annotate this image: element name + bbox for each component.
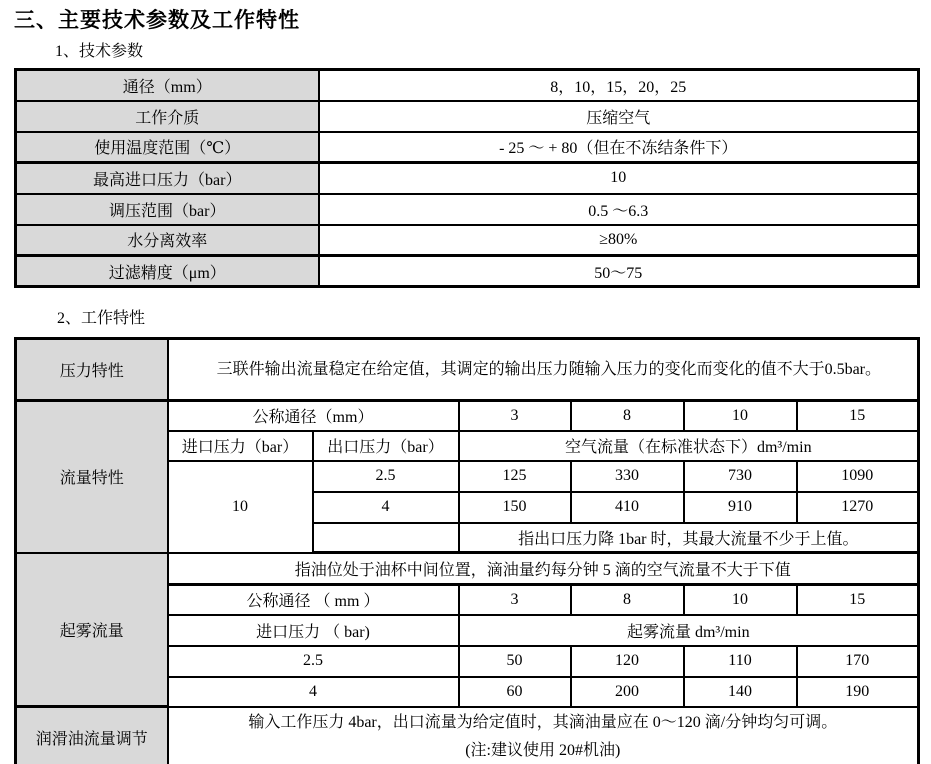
flow-value: 330 [571,461,684,492]
table-row [16,194,919,225]
group-label-pressure: 压力特性 [16,339,168,401]
fog-value: 170 [797,646,919,677]
empty-cell [313,523,459,553]
param-label: 过滤精度（μm） [16,256,319,287]
section-2-heading: 2、工作特性 [57,310,146,327]
param-value: 10 [319,163,919,194]
fog-flow-label: 起雾流量 dm³/min [459,615,919,646]
fog-dia-value: 15 [797,585,919,615]
param-value: ≥80% [319,225,919,256]
param-label: 水分离效率 [16,225,319,256]
table-row [16,163,919,194]
flow-note: 指出口压力降 1bar 时，其最大流量不少于上值。 [459,523,919,553]
fog-value: 60 [459,677,571,707]
fog-inlet-value: 2.5 [168,646,459,677]
page-title: 三、主要技术参数及工作特性 [14,9,300,32]
group-label-flow: 流量特性 [16,401,168,553]
param-value: 压缩空气 [319,101,919,132]
table-row [16,401,919,431]
flow-inlet-pressure-value: 10 [168,461,313,553]
flow-nominal-dia-label: 公称通径（mm） [168,401,459,431]
flow-value: 730 [684,461,797,492]
fog-note: 指油位处于油杯中间位置，滴油量约每分钟 5 滴的空气流量不大于下值 [168,553,919,585]
lube-text-cell [168,707,919,764]
param-value: - 25 ～ + 80（但在不冻结条件下） [319,132,919,163]
flow-value: 1090 [797,461,919,492]
fog-value: 200 [571,677,684,707]
param-label: 工作介质 [16,101,319,132]
flow-value: 1270 [797,492,919,523]
fog-value: 140 [684,677,797,707]
group-label-fog: 起雾流量 [16,553,168,707]
flow-outlet-pressure-label: 出口压力（bar） [313,431,459,461]
section-1-heading: 1、技术参数 [55,43,144,60]
table-row [16,339,919,401]
fog-dia-value: 10 [684,585,797,615]
pressure-characteristic-text: 三联件输出流量稳定在给定值，其调定的输出压力随输入压力的变化而变化的值不大于0.5bar。 [168,339,919,401]
working-chars-table [14,337,920,764]
fog-value: 50 [459,646,571,677]
flow-value: 125 [459,461,571,492]
flow-value: 150 [459,492,571,523]
flow-outlet-value: 4 [313,492,459,523]
fog-value: 120 [571,646,684,677]
param-value: 50～75 [319,256,919,287]
param-label: 调压范围（bar） [16,194,319,225]
flow-air-flow-label: 空气流量（在标准状态下）dm³/min [459,431,919,461]
flow-dia-value: 3 [459,401,571,431]
fog-nominal-dia-label: 公称通径 （ mm ） [168,585,459,615]
fog-value: 110 [684,646,797,677]
param-label: 通径（mm） [16,70,319,101]
param-label: 使用温度范围（℃） [16,132,319,163]
flow-dia-value: 10 [684,401,797,431]
group-label-lube: 润滑油流量调节 [16,707,168,764]
param-value: 8，10，15，20，25 [319,70,919,101]
fog-dia-value: 8 [571,585,684,615]
fog-inlet-pressure-label: 进口压力 （ bar) [168,615,459,646]
table-row [16,225,919,256]
table-row [16,553,919,585]
tech-params-table [14,68,920,288]
table-row [16,101,919,132]
param-value: 0.5 ～6.3 [319,194,919,225]
fog-value: 190 [797,677,919,707]
fog-dia-value: 3 [459,585,571,615]
flow-outlet-value: 2.5 [313,461,459,492]
lube-text-line1: 输入工作压力 4bar，出口流量为给定值时，其滴油量应在 0～120 滴/分钟均匀可调。 [248,713,838,731]
flow-value: 910 [684,492,797,523]
table-row [16,70,919,101]
flow-dia-value: 8 [571,401,684,431]
flow-value: 410 [571,492,684,523]
flow-inlet-pressure-label: 进口压力（bar） [168,431,313,461]
param-label: 最高进口压力（bar） [16,163,319,194]
flow-dia-value: 15 [797,401,919,431]
table-row [16,707,919,764]
fog-inlet-value: 4 [168,677,459,707]
lube-text-line2: (注:建议使用 20#机油) [465,741,621,759]
table-row [16,256,919,287]
table-row [16,132,919,163]
